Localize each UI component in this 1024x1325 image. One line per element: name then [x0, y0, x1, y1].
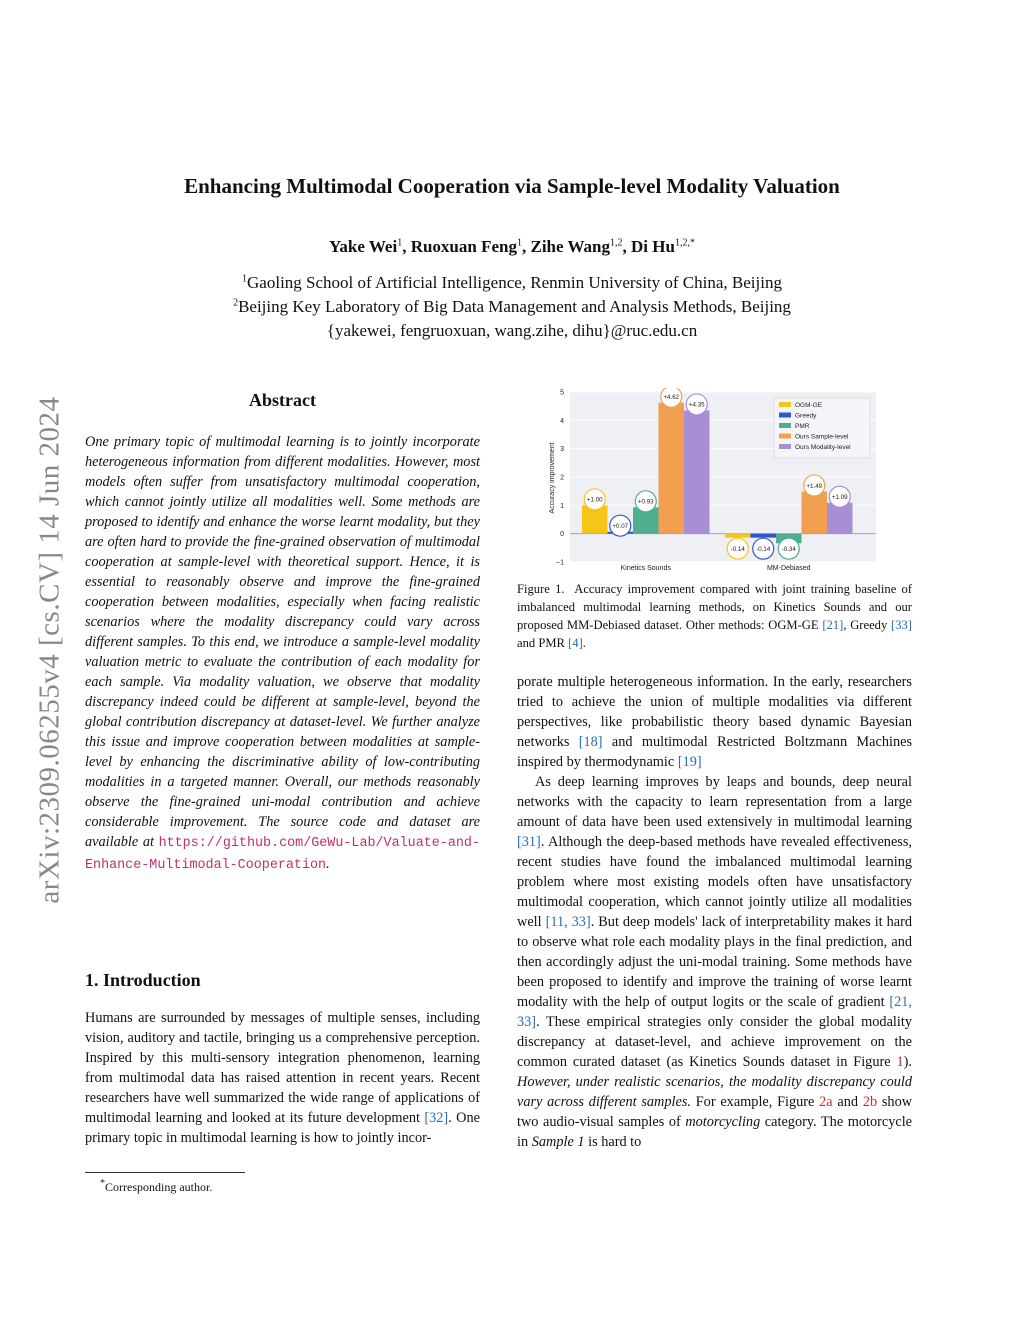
intro-right-column	[517, 672, 912, 1152]
footnote-mark: *	[100, 1178, 105, 1189]
figure1-chart	[530, 388, 880, 573]
footnote-divider	[85, 1172, 245, 1173]
paper-title: Enhancing Multimodal Cooperation via Sample-level Modality Valuation	[184, 174, 840, 198]
author: Zihe Wang	[530, 237, 611, 256]
author: Di Hu	[631, 237, 675, 256]
caption-text: Accuracy improvement compared with joint training baseline of imbalanced multimodal learning methods, on Kinetics Sounds and our proposed MM-Debiased dataset. Other methods: OGM-GE	[517, 582, 912, 632]
arxiv-id-text: arXiv:2309.06255v4 [cs.CV] 14 Jun 2024	[33, 396, 66, 904]
legend-swatch	[779, 434, 791, 439]
paragraph	[517, 772, 912, 1152]
figure-link[interactable]: 2b	[862, 1094, 878, 1110]
legend-swatch	[779, 413, 791, 418]
data-label: +1.09	[831, 494, 848, 502]
y-axis-label: Accuracy improvement	[549, 442, 556, 514]
legend-label: OGM-GE	[795, 402, 823, 409]
arxiv-identifier	[30, 360, 70, 940]
y-ticks	[556, 390, 564, 567]
y-tick-label: −1	[556, 559, 564, 567]
aff-text: Beijing Key Laboratory of Big Data Management and Analysis Methods, Beijing	[238, 297, 791, 316]
citation-link[interactable]: [18]	[578, 734, 603, 750]
intro-emphasis: Sample 1	[531, 1134, 585, 1150]
data-label: -0.14	[730, 545, 745, 553]
aff-text: Gaoling School of Artificial Intelligence, Renmin University of China, Beijing	[247, 273, 782, 292]
intro-emphasis: motorcycling	[685, 1114, 761, 1130]
y-tick-label: 2	[560, 474, 564, 482]
citation-link[interactable]: [21]	[822, 618, 844, 632]
data-label: +4.62	[663, 394, 680, 402]
y-tick-label: 5	[560, 389, 564, 397]
legend-swatch	[779, 423, 791, 428]
author-emails: {yakewei, fengruoxuan, wang.zihe, dihu}@ruc.edu.cn	[326, 321, 698, 340]
intro-left-column	[85, 1008, 480, 1148]
legend-label: Ours Sample-level	[795, 433, 849, 441]
author: Yake Wei	[329, 237, 398, 256]
abstract-body	[85, 432, 480, 876]
author-sup: 1	[516, 237, 522, 249]
citation-link[interactable]: [4]	[568, 636, 583, 650]
citation-link[interactable]: [11, 33]	[545, 914, 591, 930]
author-sup: 1	[397, 237, 403, 249]
author-sup: 1,2,*	[674, 237, 695, 249]
affiliation-2	[0, 297, 1024, 317]
data-label: +1.49	[806, 482, 823, 490]
legend-label: Ours Modality-level	[795, 444, 851, 451]
bar	[659, 403, 685, 534]
code-link[interactable]: https://github.com/GeWu-Lab/Valuate-and-Enhance-Multimodal-Cooperation	[85, 836, 480, 873]
x-category-label: MM-Debiased	[766, 565, 811, 572]
y-tick-label: 4	[560, 417, 564, 425]
figure1-caption	[517, 580, 912, 652]
x-category-label: Kinetics Sounds	[620, 565, 671, 572]
intro-text: category. The motorcycle in	[517, 1114, 913, 1150]
abstract-heading: Abstract	[249, 390, 316, 410]
x-categories	[621, 565, 811, 572]
y-tick-label: 0	[560, 531, 564, 539]
data-label: +0.93	[637, 498, 654, 506]
data-label: -0.14	[756, 545, 771, 553]
author-list: Yake Wei$^1$, Ruoxuan Feng$^1$, Zihe Wang$^{1,2}$, Di $Hu^{1,2,*}$	[329, 237, 695, 256]
data-label: +4.35	[688, 401, 705, 409]
aff-sup: 2	[233, 297, 239, 309]
intro-text: is hard to	[588, 1134, 642, 1150]
legend-label: Greedy	[795, 412, 817, 420]
caption-text: .	[582, 636, 586, 650]
intro-text: For example, Figure	[695, 1094, 815, 1110]
y-tick-label: 3	[560, 446, 564, 454]
aff-sup: 1	[242, 273, 248, 285]
figure-link[interactable]: 1	[896, 1054, 904, 1070]
caption-text: and PMR	[517, 636, 565, 650]
caption-text: , Greedy	[843, 618, 888, 632]
paragraph	[517, 672, 912, 772]
abstract-end: .	[326, 856, 330, 872]
data-label: -0.34	[781, 545, 796, 553]
intro-emphasis: However, under realistic scenarios, the modality discrepancy could vary across different samples.	[517, 1074, 912, 1110]
y-tick-label: 1	[560, 502, 564, 510]
intro-text: and	[837, 1094, 859, 1110]
footnote	[100, 1178, 212, 1195]
intro-text: . But deep models' lack of interpretability makes it hard to observe what role each modality plays in the final prediction, and then accordingly adjust the uni-modal training. Some methods have been proposed to identify and improve the training of worse learnt modality with the help of output logits or the scale of gradient	[517, 914, 913, 1010]
data-label: +0.07	[612, 522, 629, 530]
bar	[751, 534, 777, 538]
chart-legend	[774, 398, 870, 458]
citation-link[interactable]: [19]	[677, 754, 702, 770]
data-label: +1.00	[586, 496, 603, 504]
citation-link[interactable]: [32]	[424, 1110, 449, 1126]
intro-text: . These empirical strategies only consider the global modality discrepancy at dataset-level, and achieve improvement on the common curated dataset (as Kinetics Sounds dataset in Figure	[517, 1014, 912, 1070]
intro-text: porate multiple heterogeneous information. In the early, researchers tried to achieve the union of multiple modalities via different perspectives, like probabilistic theory based dynamic Bayesian networks	[517, 674, 912, 750]
bar	[684, 410, 710, 533]
figure-link[interactable]: 2a	[819, 1094, 833, 1110]
intro-text: ).	[903, 1054, 912, 1070]
intro-text: Humans are surrounded by messages of multiple senses, including vision, auditory and tactile, bringing us a comprehensive perception. Inspired by this multi-sensory integration phenomenon, learning from multimodal data has raised attention in recent years. Recent researchers have well summarized the wide range of applications of multimodal learning and looked at its future development	[85, 1010, 480, 1126]
caption-label: Figure 1.	[517, 582, 565, 596]
author: Ruoxuan Feng	[410, 237, 517, 256]
footnote-text: Corresponding author.	[105, 1180, 213, 1194]
abstract-text: One primary topic of multimodal learning is to jointly incorporate heterogeneous information from different modalities. However, most models often suffer from unsatisfactory multimodal cooperation, which cannot jointly utilize all modalities well. Some methods are proposed to identify and enhance the worse learnt modality, but they are often hard to provide the fine-grained observation of multimodal cooperation at sample-level with theoretical support. Hence, it is essential to reasonably observe and improve the fine-grained cooperation between modalities, especially when facing realistic scenarios where the modality discrepancy could vary across different samples. To this end, we introduce a sample-level modality valuation metric to evaluate the contribution of each modality for each sample. Via modality valuation, we observe that modality discrepancy indeed could be different at sample-level, beyond the global contribution discrepancy at dataset-level. We further analyze this issue and improve cooperation between modalities at sample-level by enhancing the discriminative ability of low-contributing modalities in a targeted manner. Overall, our methods reasonably observe the fine-grained uni-modal contribution and achieve considerable improvement. The source code and dataset are available at	[85, 434, 480, 850]
citation-link[interactable]: [21, 33]	[517, 994, 912, 1030]
legend-swatch	[779, 444, 791, 449]
affiliation-1	[0, 273, 1024, 293]
bar	[725, 534, 751, 538]
bar	[802, 491, 828, 533]
section-heading-introduction: 1. Introduction	[85, 970, 201, 990]
intro-text: show two audio-visual samples of	[517, 1094, 913, 1130]
intro-text: . Although the deep-based methods have revealed effectiveness, recent studies have found the imbalanced multimodal learning problem where most existing models often have unsatisfactory multimodal cooperation, which cannot jointly utilize all modalities well	[517, 834, 912, 930]
intro-text: and multimodal Restricted Boltzmann Machines inspired by thermodynamic	[517, 734, 913, 770]
intro-text: As deep learning improves by leaps and bounds, deep neural networks with the capacity to learn representation from a large amount of data have been used extensively in multimodal learning	[517, 774, 912, 830]
legend-label: PMR	[795, 423, 810, 430]
citation-link[interactable]: [31]	[517, 834, 541, 850]
legend-swatch	[779, 402, 791, 407]
author-sup: 1,2	[610, 237, 623, 249]
intro-text: . One primary topic in multimodal learning is how to jointly incor-	[85, 1110, 480, 1146]
citation-link[interactable]: [33]	[891, 618, 912, 632]
